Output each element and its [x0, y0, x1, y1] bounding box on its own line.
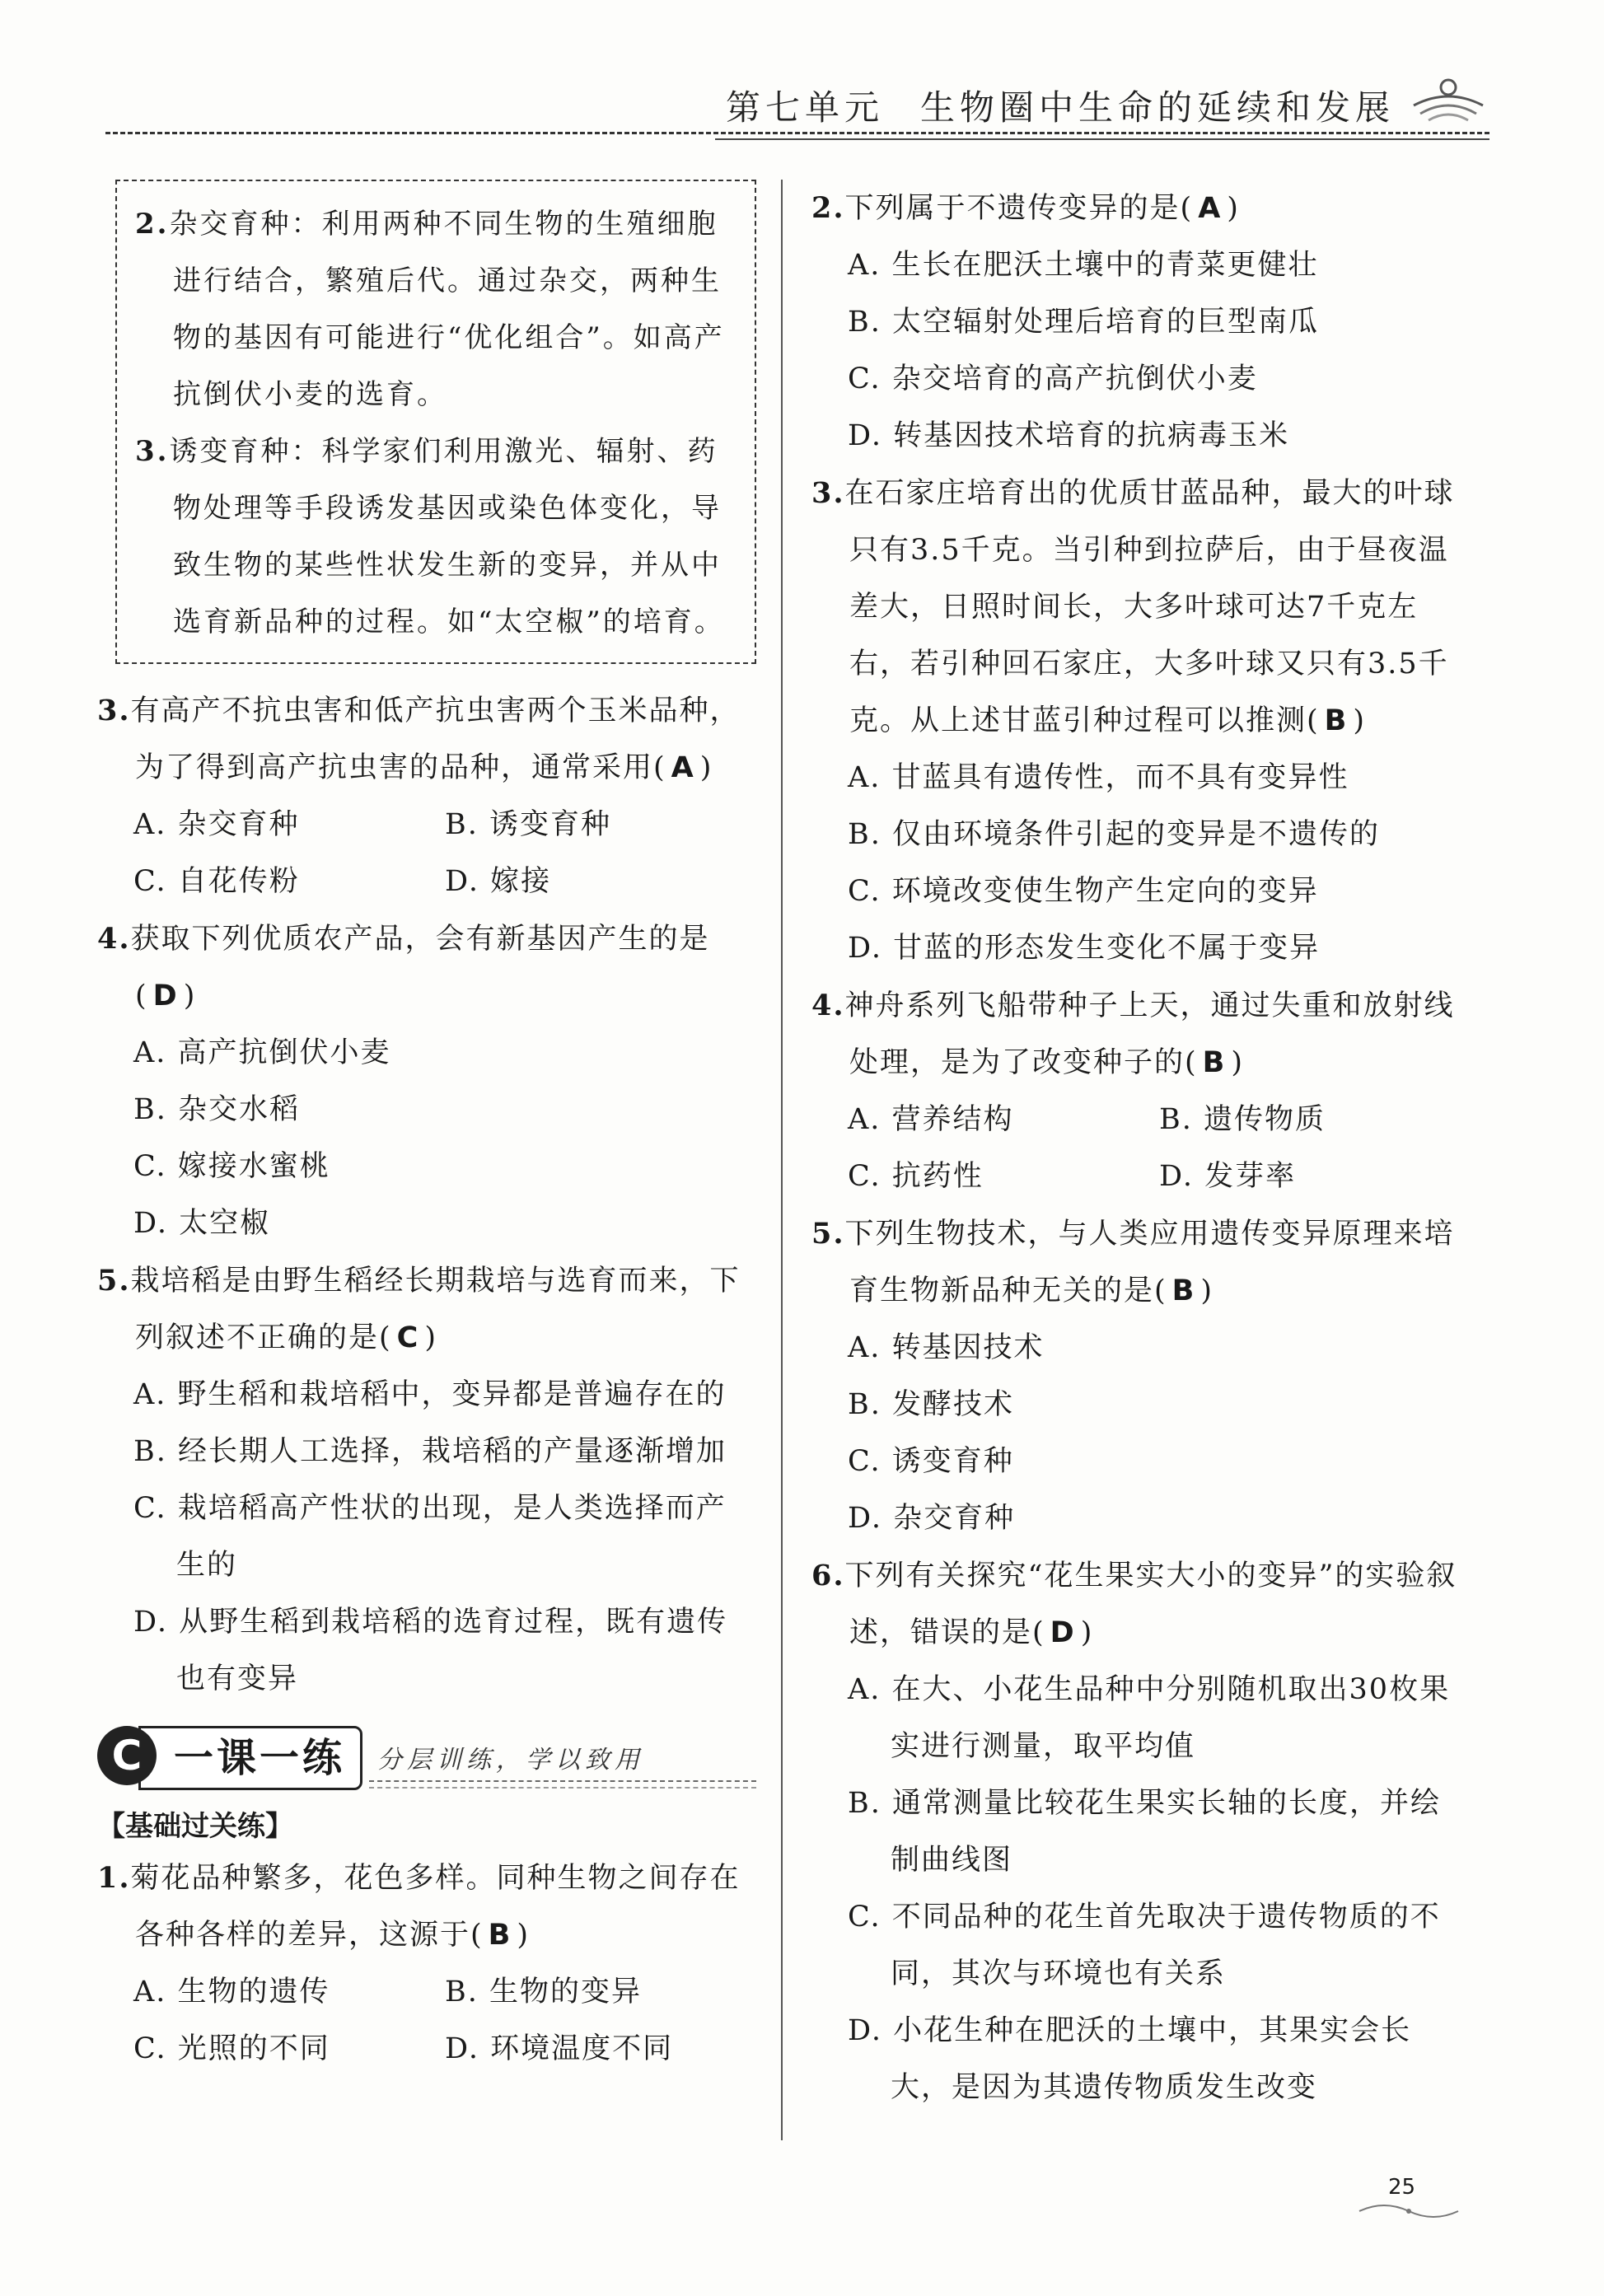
- box-item: 3.诱变育种：科学家们利用激光、辐射、药物处理等手段诱发基因或染色体变化，导致生物的某些性状发生新的变异，并从中选育新品种的过程。如“太空椒”的培育。: [135, 435, 725, 638]
- option: C. 光照的不同: [133, 2032, 330, 2065]
- option: C. 嫁接水蜜桃: [133, 1150, 330, 1183]
- box-item: 2.杂交育种：利用两种不同生物的生殖细胞进行结合，繁殖后代。通过杂交，两种生物的基因有可能进行“优化组合”。如高产抗倒伏小麦的选育。: [135, 208, 725, 411]
- option: D. 发芽率: [1159, 1160, 1297, 1193]
- option: B. 杂交水稻: [133, 1093, 300, 1126]
- right-column: [811, 180, 1471, 2116]
- question-3: 3.有高产不抗虫害和低产抗虫害两个玉米品种，为了得到高产抗虫害的品种，通常采用( A ) A. 杂交育种 B. 诱变育种 C. 自花传粉 D. 嫁接: [97, 682, 756, 910]
- option: B. 诱变育种: [445, 808, 611, 841]
- option: A. 杂交育种: [133, 808, 300, 841]
- answer: C: [396, 1321, 420, 1354]
- option: C. 不同品种的花生首先取决于遗传物质的不同，其次与环境也有关系: [848, 1901, 1441, 1990]
- answer: A: [1198, 192, 1223, 225]
- option: C. 诱变育种: [848, 1445, 1014, 1478]
- knowledge-box: [115, 180, 756, 664]
- header-solid-rule: [715, 138, 1489, 140]
- answer: D: [152, 980, 179, 1012]
- banner-subtitle: 分层训练，学以致用: [377, 1746, 644, 1775]
- option: C. 环境改变使生物产生定向的变异: [848, 875, 1319, 908]
- banner-letter-icon: C: [97, 1726, 157, 1785]
- answer: D: [1050, 1616, 1076, 1649]
- option: B. 遗传物质: [1159, 1103, 1326, 1136]
- question-4: 4.获取下列优质农产品，会有新基因产生的是( D ) A. 高产抗倒伏小麦 B. 杂交水稻 C. 嫁接水蜜桃 D. 太空椒: [97, 910, 756, 1252]
- question-2: 2.下列属于不遗传变异的是( A ) A. 生长在肥沃土壤中的青菜更健壮 B. 太空辐射处理后培育的巨型南瓜 C. 杂交培育的高产抗倒伏小麦 D. 转基因技术培育的抗病毒玉米: [811, 180, 1471, 465]
- option: D. 转基因技术培育的抗病毒玉米: [848, 419, 1290, 452]
- option: A. 生物的遗传: [133, 1976, 330, 2008]
- column-divider: [781, 180, 783, 2140]
- section-subheading: 【基础过关练】: [97, 1810, 293, 1843]
- answer: B: [488, 1919, 512, 1952]
- banner-title: 一课一练: [138, 1726, 362, 1790]
- option: A. 在大、小花生品种中分别随机取出30枚果实进行测量，取平均值: [848, 1673, 1451, 1763]
- option: D. 甘蓝的形态发生变化不属于变异: [848, 932, 1321, 965]
- answer: B: [1324, 704, 1349, 737]
- option: A. 生长在肥沃土壤中的青菜更健壮: [848, 249, 1319, 282]
- option: A. 转基因技术: [848, 1331, 1045, 1364]
- option: A. 野生稻和栽培稻中，变异都是普遍存在的: [133, 1378, 727, 1411]
- option: C. 抗药性: [848, 1160, 984, 1193]
- option: A. 高产抗倒伏小麦: [133, 1036, 391, 1069]
- question-5-right: 5.下列生物技术，与人类应用遗传变异原理来培育生物新品种无关的是( B ) A. 转基因技术 B. 发酵技术 C. 诱变育种 D. 杂交育种: [811, 1205, 1471, 1547]
- option: D. 从野生稻到栽培稻的选育过程，既有遗传也有变异: [133, 1606, 728, 1695]
- unit-title: 生物圈中生命的延续和发展: [919, 87, 1395, 128]
- option: B. 通常测量比较花生果实长轴的长度，并绘制曲线图: [848, 1787, 1441, 1877]
- left-column: [97, 180, 756, 2078]
- question-1: 1.菊花品种繁多，花色多样。同种生物之间存在各种各样的差异，这源于( B ) A. 生物的遗传 B. 生物的变异 C. 光照的不同 D. 环境温度不同: [97, 1849, 756, 2078]
- page-number: 25: [1388, 2175, 1416, 2200]
- question-5: 5.栽培稻是由野生稻经长期栽培与选育而来，下列叙述不正确的是( C ) A. 野生稻和栽培稻中，变异都是普遍存在的 B. 经长期人工选择，栽培稻的产量逐渐增加 C. 栽培稻高产性状的出现，是人类选择而产生的 D. 从野生稻到栽培稻的选育过程，既有遗传也有变异: [97, 1252, 756, 1708]
- unit-label: 第七单元: [725, 87, 884, 128]
- option: C. 杂交培育的高产抗倒伏小麦: [848, 362, 1258, 395]
- option: D. 小花生种在肥沃的土壤中，其果实会长大，是因为其遗传物质发生改变: [848, 2014, 1412, 2104]
- header-title: [726, 81, 1395, 130]
- option: C. 自花传粉: [133, 865, 300, 898]
- option: B. 发酵技术: [848, 1388, 1014, 1421]
- page-header: [105, 72, 1489, 138]
- option: D. 太空椒: [133, 1207, 271, 1240]
- answer: A: [671, 751, 695, 784]
- option: D. 杂交育种: [848, 1502, 1016, 1535]
- option: A. 甘蓝具有遗传性，而不具有变异性: [848, 761, 1349, 794]
- header-ornament-icon: [1407, 76, 1489, 125]
- answer: B: [1171, 1274, 1196, 1307]
- question-3-right: 3.在石家庄培育出的优质甘蓝品种，最大的叶球只有3.5千克。当引种到拉萨后，由于昼夜温差大，日照时间长，大多叶球可达7千克左右，若引种回石家庄，大多叶球又只有3.5千克。从上述甘蓝引种过程可以推测( B ) A. 甘蓝具有遗传性，而不具有变异性 B. 仅由环境条件引起的变异是不遗传的 C. 环境改变使生物产生定向的变异 D. 甘蓝的形态发生变化不属于变异: [811, 465, 1471, 977]
- section-banner: [97, 1721, 756, 1795]
- page-ornament-icon: [1351, 2196, 1466, 2221]
- answer: B: [1202, 1046, 1227, 1079]
- option: B. 经长期人工选择，栽培稻的产量逐渐增加: [133, 1435, 727, 1468]
- option: C. 栽培稻高产性状的出现，是人类选择而产生的: [133, 1492, 727, 1582]
- option: D. 嫁接: [445, 865, 552, 898]
- question-4-right: 4.神舟系列飞船带种子上天，通过失重和放射线处理，是为了改变种子的( B ) A. 营养结构 B. 遗传物质 C. 抗药性 D. 发芽率: [811, 977, 1471, 1205]
- option: D. 环境温度不同: [445, 2032, 674, 2065]
- question-6-right: 6.下列有关探究“花生果实大小的变异”的实验叙述，错误的是( D ) A. 在大、小花生品种中分别随机取出30枚果实进行测量，取平均值 B. 通常测量比较花生果实长轴的长度，并绘制曲线图 C. 不同品种的花生首先取决于遗传物质的不同，其次与环境也有关系 D. 小花生种在肥沃的土壤中，其果实会长大，是因为其遗传物质发生改变: [811, 1547, 1471, 2116]
- option: B. 仅由环境条件引起的变异是不遗传的: [848, 818, 1380, 851]
- option: A. 营养结构: [848, 1103, 1014, 1136]
- option: B. 生物的变异: [445, 1976, 642, 2008]
- option: B. 太空辐射处理后培育的巨型南瓜: [848, 306, 1319, 339]
- header-dashed-rule: [105, 132, 1489, 134]
